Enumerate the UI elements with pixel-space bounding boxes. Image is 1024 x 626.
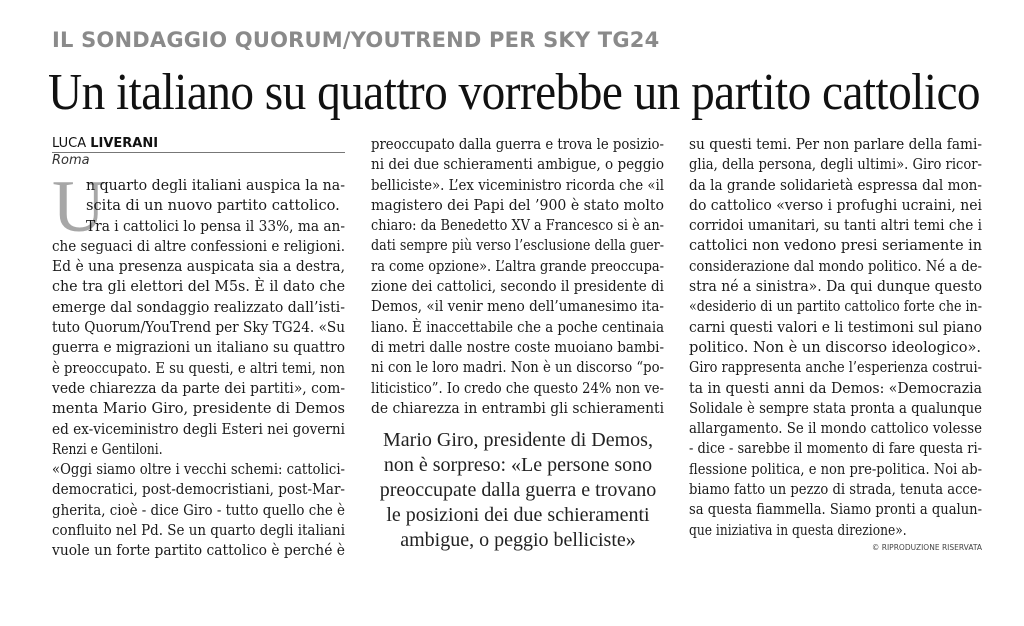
body-text-line: magistero dei Papi del ’900 è stato molto xyxy=(371,196,664,214)
body-text-line: guerra e migrazioni un italiano su quattro xyxy=(52,339,345,357)
body-text-line: Solidale è sempre stata pronta a qualunque xyxy=(689,399,982,417)
body-text-line: Tra i cattolici lo pensa il 33%, ma an- xyxy=(86,217,345,235)
body-text-line: Ed è una presenza auspicata sia a destra, xyxy=(52,258,345,276)
drop-cap xyxy=(52,166,106,248)
body-text-line: «desiderio di un partito cattolico forte che in- xyxy=(689,298,982,316)
body-text-line: di metri dalle nostre coste muoiano bambi- xyxy=(371,338,664,356)
body-text-line: - dice - sarebbe il momento di fare questa ri- xyxy=(689,440,982,458)
body-text-line: corridoi umanitari, su tanti altri temi che i xyxy=(689,217,982,235)
body-text-line: vede chiarezza da parte dei partiti», com- xyxy=(52,379,345,397)
body-text-line: ta in questi anni da Demos: «Democrazia xyxy=(689,379,982,397)
body-text-line: belliciste». L’ex viceministro ricorda che «il xyxy=(371,176,664,194)
body-text-line: que iniziativa in questa direzione». xyxy=(689,521,907,539)
column-1 xyxy=(52,166,348,562)
drop-cap-letter: U xyxy=(52,166,106,248)
body-text-line: democratici, post-democristiani, post-Mar- xyxy=(52,481,345,499)
body-text-line: liano. È inaccettabile che a poche centinaia xyxy=(371,318,664,336)
body-text-line: che seguaci di altre confessioni e religioni. xyxy=(52,237,345,255)
body-text-line: chiaro: da Benedetto XV a Francesco si è an- xyxy=(371,217,664,235)
body-text-line: dati sempre più verso l’esclusione della guer- xyxy=(371,237,664,255)
body-text-line: preoccupato dalla guerra e trova le posizio- xyxy=(371,136,664,153)
body-text-line: gherita, cioè - dice Giro - tutto quello che è xyxy=(52,501,345,519)
body-text-line: ni dei due schieramenti ambigue, o peggio xyxy=(371,156,664,174)
body-text-line: carni questi valori e li testimoni sul piano xyxy=(689,318,982,336)
body-text-line: è preoccupato. E su questi, e altri temi, non xyxy=(52,359,345,377)
body-text-line: Renzi e Gentiloni. xyxy=(52,440,163,458)
author-last-name: LIVERANI xyxy=(90,136,159,151)
kicker: IL SONDAGGIO QUORUM/YOUTREND PER SKY TG24 xyxy=(52,28,660,52)
body-text-line: confluito nel Pd. Se un quarto degli italiani xyxy=(52,522,345,540)
body-text-line: flessione politica, e non pre-politica. Noi ab- xyxy=(689,460,982,478)
pull-quote-line: Mario Giro, presidente di Demos, xyxy=(383,429,653,451)
column-3 xyxy=(689,135,985,541)
body-text-line: allargamento. Se il mondo cattolico volesse xyxy=(689,420,982,438)
body-text-line: scita di un nuovo partito cattolico. xyxy=(86,197,340,215)
body-text-line: politico. Non è un discorso ideologico». xyxy=(689,338,982,356)
body-text-line: emerge dal sondaggio realizzato dall’isti- xyxy=(52,298,345,316)
pull-quote-line: preoccupate dalla guerra e trovano xyxy=(379,479,657,501)
pull-quote-line: non è sorpreso: «Le persone sono xyxy=(383,454,653,476)
body-text-line: Demos, «il venir meno dell’umanesimo ita- xyxy=(371,298,664,316)
body-text-line: de chiarezza in entrambi gli schieramenti xyxy=(371,399,664,417)
body-text-line: Giro rappresenta anche l’esperienza costrui- xyxy=(689,359,982,377)
body-text-line: ra come opzione». L’altra grande preoccupa- xyxy=(371,257,664,275)
body-text-line: sa questa fiammella. Siamo pronti a qualun- xyxy=(689,501,982,519)
pull-quote-line: le posizioni dei due schieramenti xyxy=(386,504,650,526)
body-text-line: menta Mario Giro, presidente di Demos xyxy=(52,400,345,418)
body-text-line: do cattolico «verso i profughi ucraini, nei xyxy=(689,196,982,214)
body-text-line: liticistico”. Io credo che questo 24% non ve- xyxy=(371,379,664,397)
body-text-line: da la grande solidarietà espressa dal mon- xyxy=(689,176,982,194)
pull-quote xyxy=(362,428,674,553)
headline: Un italiano su quattro vorrebbe un partito cattolico xyxy=(48,64,980,121)
author-first-name: LUCA xyxy=(52,136,87,151)
body-text-line: ni con le loro madri. Non è un discorso “po- xyxy=(371,359,664,377)
body-text-line: su questi temi. Per non parlare della fami- xyxy=(689,136,982,153)
body-text-line: vuole un forte partito cattolico è perché è xyxy=(52,542,345,560)
body-text-line: n quarto degli italiani auspica la na- xyxy=(86,177,345,194)
column-2 xyxy=(371,135,667,419)
body-text-line: tuto Quorum/YouTrend per Sky TG24. «Su xyxy=(52,319,345,337)
dateline-place: Roma xyxy=(52,153,90,168)
byline xyxy=(52,136,345,153)
copyright-notice: © RIPRODUZIONE RISERVATA xyxy=(871,543,982,552)
body-text-line: biamo fatto un pezzo di strada, tenuta acce- xyxy=(689,481,982,499)
body-text-line: che tra gli elettori del M5s. È il dato che xyxy=(52,278,345,296)
body-text-line: glia, della persona, degli ultimi». Giro ricor- xyxy=(689,156,982,174)
body-text-line: stra né a sinistra». Da qui dunque questo xyxy=(689,278,982,296)
pull-quote-line: ambigue, o peggio belliciste» xyxy=(400,529,636,551)
body-text-line: «Oggi siamo oltre i vecchi schemi: cattolici- xyxy=(52,461,345,479)
body-text-line: zione dei cattolici, secondo il presidente di xyxy=(371,278,664,296)
body-text-line: ed ex-viceministro degli Esteri nei governi xyxy=(52,420,345,438)
body-text-line: considerazione dal mondo politico. Né a de- xyxy=(689,257,982,275)
body-text-line: cattolici non vedono presi seriamente in xyxy=(689,237,982,255)
